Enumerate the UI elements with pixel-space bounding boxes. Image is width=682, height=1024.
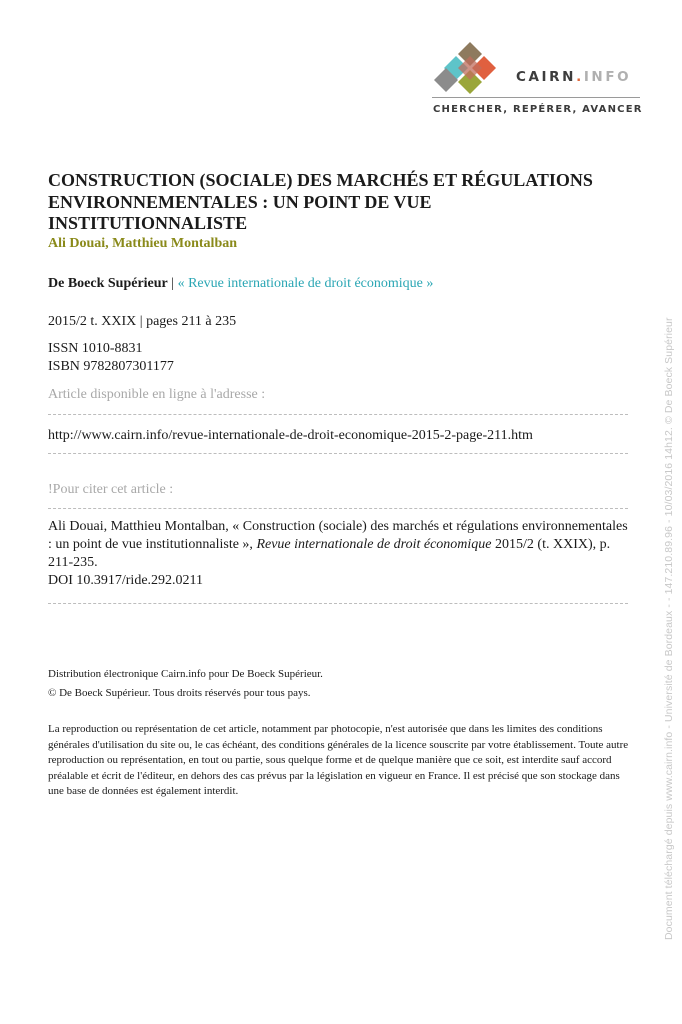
article-url-link[interactable]: http://www.cairn.info/revue-internationale-de-droit-economique-2015-2-page-211.htm bbox=[48, 428, 533, 443]
article-title: CONSTRUCTION (SOCIALE) DES MARCHÉS ET RÉGULATIONS ENVIRONNEMENTALES : UN POINT DE VUE INSTITUTIONNALISTE bbox=[48, 170, 593, 233]
logo-divider bbox=[432, 97, 640, 98]
citation-doi: DOI 10.3917/ride.292.0211 bbox=[48, 573, 204, 588]
cairn-wordmark: CAIRN.INFO bbox=[516, 69, 632, 85]
citation-text bbox=[48, 518, 628, 590]
citation-part1: Ali Douai, Matthieu Montalban, « Construction (sociale) des marchés et régulations environnementales : un point de vue institutionnaliste », bbox=[48, 519, 628, 552]
publisher-separator: | bbox=[167, 276, 178, 291]
divider bbox=[48, 414, 628, 415]
distribution-note: Distribution électronique Cairn.info pour De Boeck Supérieur. bbox=[48, 668, 323, 680]
divider bbox=[48, 453, 628, 454]
publisher-line bbox=[48, 276, 433, 292]
copyright-note: © De Boeck Supérieur. Tous droits réservés pour tous pays. bbox=[48, 687, 311, 699]
availability-label: Article disponible en ligne à l'adresse : bbox=[48, 387, 266, 402]
divider bbox=[48, 603, 628, 604]
publisher-name[interactable]: De Boeck Supérieur bbox=[48, 276, 168, 291]
issn: ISSN 1010-8831 bbox=[48, 341, 143, 356]
citation-part2: 2015/2 (t. XXIX), p. 211-235. bbox=[48, 537, 611, 570]
journal-link[interactable]: « Revue internationale de droit économique » bbox=[177, 276, 434, 291]
citation-journal: Revue internationale de droit économique bbox=[256, 537, 492, 552]
article-authors[interactable]: Ali Douai, Matthieu Montalban bbox=[48, 236, 238, 251]
citation-label: !Pour citer cet article : bbox=[48, 482, 174, 497]
download-watermark: Document téléchargé depuis www.cairn.info - Université de Bordeaux - - 147.210.89.96 - 10/03/2016 14h12. © De Boeck Supérieur bbox=[663, 317, 675, 940]
logo-tagline: CHERCHER, REPÉRER, AVANCER bbox=[433, 104, 643, 115]
legal-notice: La reproduction ou représentation de cet article, notamment par photocopie, n'est autorisée que dans les limites des conditions générales d'utilisation du site ou, le cas échéant, des conditions générales de la licence souscrite par votre établissement. Toute autre reproduction ou représentation, en tout ou partie, sous quelque forme et de quelque manière que ce soit, est interdite sauf accord préalable et écrit de l'éditeur, en dehors des cas prévus par la législation en vigueur en France. Il est précisé que son stockage dans une base de données est également interdit. bbox=[48, 723, 629, 797]
cairn-diamond-logo-icon bbox=[432, 40, 512, 96]
isbn: ISBN 9782807301177 bbox=[48, 359, 174, 374]
divider bbox=[48, 508, 628, 509]
cairn-logo bbox=[432, 40, 642, 120]
issue-info: 2015/2 t. XXIX | pages 211 à 235 bbox=[48, 314, 237, 329]
